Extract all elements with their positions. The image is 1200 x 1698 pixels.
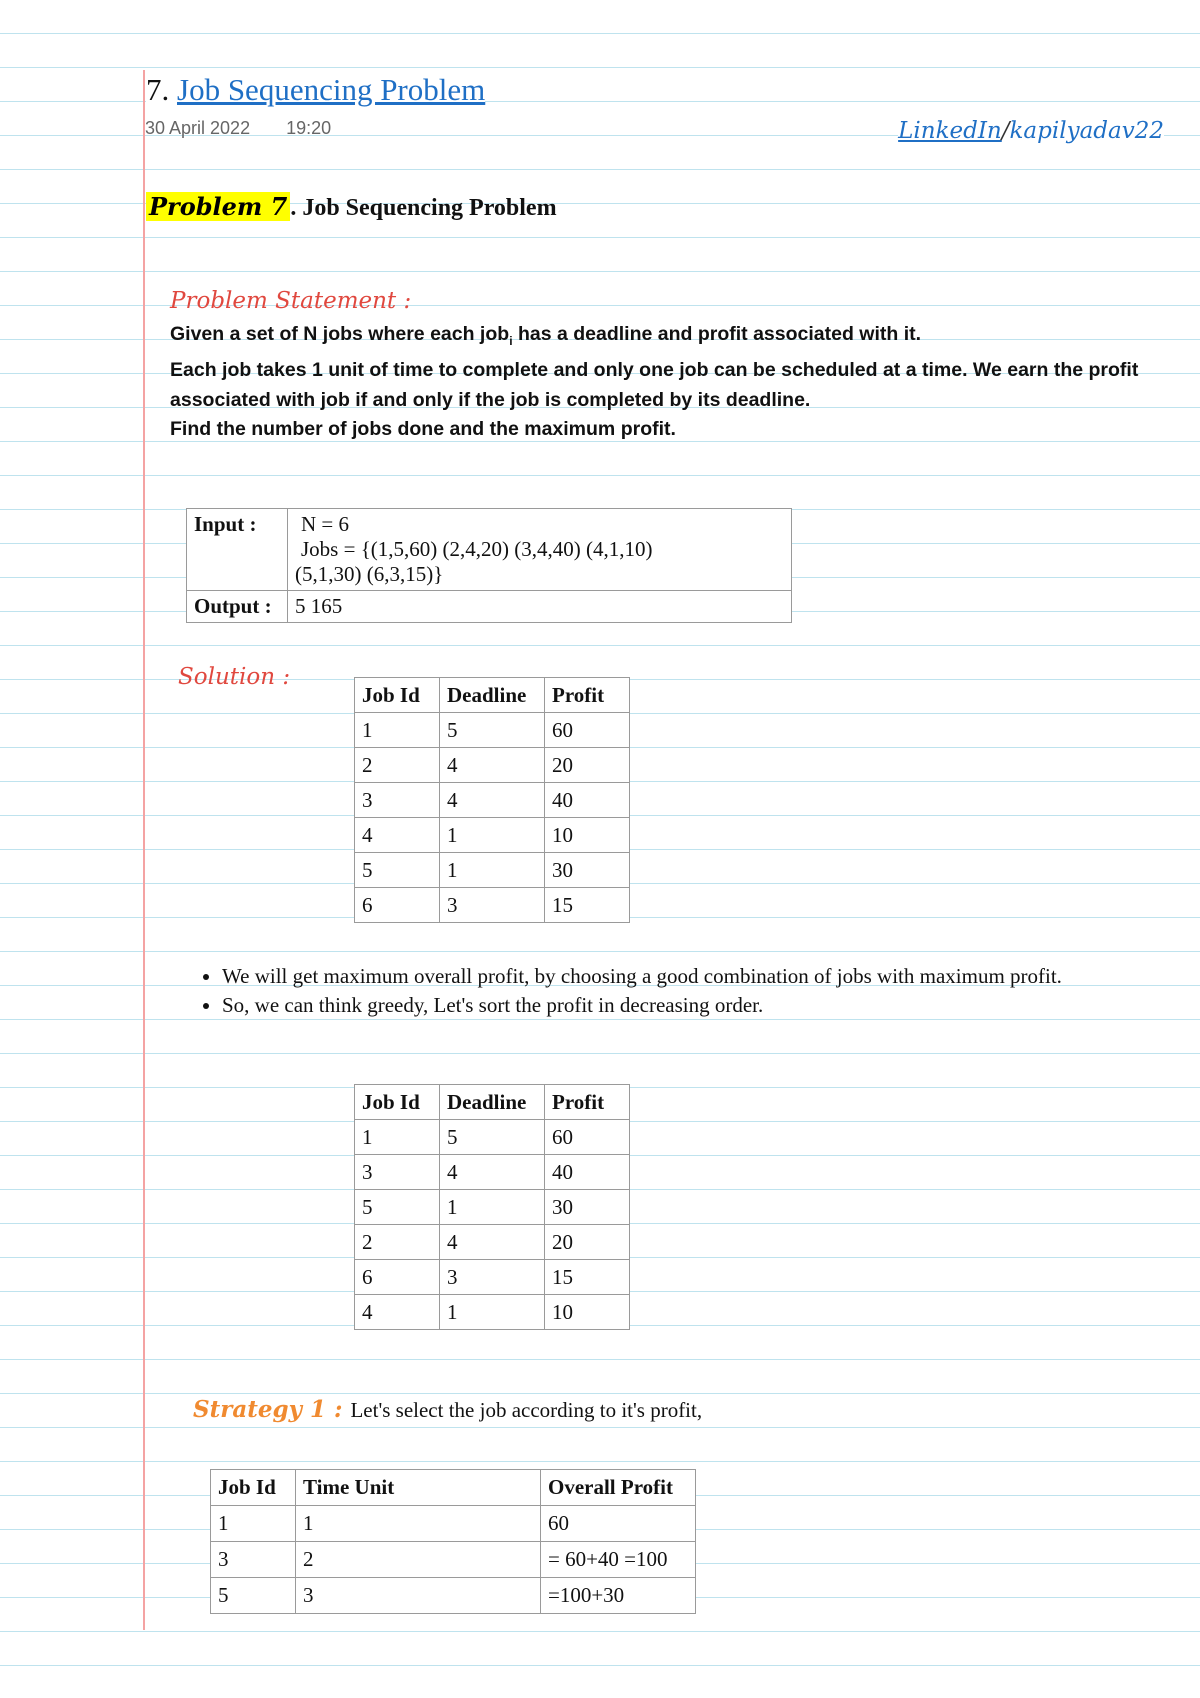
column-header: Profit	[545, 678, 630, 713]
table-cell: 60	[545, 713, 630, 748]
table-cell: 4	[440, 748, 545, 783]
table-cell: 3	[355, 1155, 440, 1190]
table-cell: 1	[355, 1120, 440, 1155]
statement-line-2: Each job takes 1 unit of time to complete and only one job can be scheduled at a time. We earn the profit associated with job if and only if the job is completed by its deadline.	[170, 359, 1139, 411]
table-row	[355, 1295, 630, 1330]
column-header: Deadline	[440, 678, 545, 713]
table-cell: 4	[440, 1155, 545, 1190]
page-number: 7.	[146, 72, 177, 107]
table-cell: 20	[545, 748, 630, 783]
table-row	[355, 888, 630, 923]
statement-line-1: Given a set of N jobs where each job$_i$ has a deadline and profit associated with it.	[170, 323, 922, 348]
table-cell: =100+30	[541, 1578, 696, 1614]
page-time: 19:20	[286, 118, 332, 138]
table-cell: 40	[545, 783, 630, 818]
column-header: Time Unit	[296, 1470, 541, 1506]
table-row	[355, 783, 630, 818]
table-row	[355, 1260, 630, 1295]
statement-subscript: i	[509, 333, 513, 348]
table-cell: 60	[545, 1120, 630, 1155]
problem-statement	[170, 320, 1160, 445]
table-cell: 3	[355, 783, 440, 818]
column-header: Overall Profit	[541, 1470, 696, 1506]
table-cell: 10	[545, 1295, 630, 1330]
notebook-margin-line	[143, 70, 145, 1630]
table-cell: 6	[355, 888, 440, 923]
linkedin-handle: kapilyadav22	[1009, 118, 1164, 144]
strategy-text: Let's select the job according to it's profit,	[350, 1398, 703, 1422]
table-cell: 3	[440, 888, 545, 923]
table-cell: 30	[545, 853, 630, 888]
table-row	[355, 1120, 630, 1155]
table-header-row	[211, 1470, 696, 1506]
table-row	[355, 1225, 630, 1260]
strategy-line	[193, 1396, 702, 1423]
statement-label: Problem Statement :	[170, 288, 412, 314]
table-cell: 5	[355, 853, 440, 888]
table-cell: 1	[440, 853, 545, 888]
table-cell: 3	[211, 1542, 296, 1578]
sorted-jobs-table	[354, 1084, 630, 1330]
input-row	[187, 509, 792, 591]
problem-heading	[146, 192, 557, 222]
table-cell: 30	[545, 1190, 630, 1225]
table-cell: 5	[440, 713, 545, 748]
output-value: 5 165	[288, 591, 792, 623]
table-header-row	[355, 678, 630, 713]
table-cell: 4	[440, 783, 545, 818]
table-cell: 2	[296, 1542, 541, 1578]
table-cell: 40	[545, 1155, 630, 1190]
input-label: Input :	[187, 509, 288, 591]
page-title	[146, 72, 485, 108]
table-cell: 5	[440, 1120, 545, 1155]
table-row	[211, 1542, 696, 1578]
table-cell: 6	[355, 1260, 440, 1295]
table-cell: 5	[355, 1190, 440, 1225]
table-row	[211, 1578, 696, 1614]
table-cell: 2	[355, 1225, 440, 1260]
page-timestamp	[145, 118, 367, 139]
linkedin-link[interactable]: LinkedIn	[898, 118, 1002, 144]
table-row	[355, 748, 630, 783]
input-output-table	[186, 508, 792, 623]
list-item: • So, we can think greedy, Let's sort the profit in decreasing order.	[222, 992, 1082, 1018]
table-cell: 20	[545, 1225, 630, 1260]
table-row	[355, 1190, 630, 1225]
statement-line-3: Find the number of jobs done and the maximum profit.	[170, 418, 676, 441]
table-cell: 4	[355, 1295, 440, 1330]
table-cell: 60	[541, 1506, 696, 1542]
table-row	[355, 818, 630, 853]
table-cell: 1	[440, 1190, 545, 1225]
table-cell: 15	[545, 888, 630, 923]
page-title-link[interactable]: Job Sequencing Problem	[177, 72, 486, 107]
column-header: Profit	[545, 1085, 630, 1120]
table-cell: = 60+40 =100	[541, 1542, 696, 1578]
table-cell: 15	[545, 1260, 630, 1295]
table-cell: 4	[355, 818, 440, 853]
table-cell: 1	[211, 1506, 296, 1542]
table-cell: 10	[545, 818, 630, 853]
column-header: Job Id	[211, 1470, 296, 1506]
table-cell: 5	[211, 1578, 296, 1614]
output-row	[187, 591, 792, 623]
table-cell: 1	[440, 818, 545, 853]
solution-label: Solution :	[178, 664, 291, 690]
linkedin-credit	[898, 118, 1164, 144]
strategy-label: Strategy 1 :	[193, 1396, 343, 1423]
table-cell: 2	[355, 748, 440, 783]
linkedin-separator: /	[1001, 118, 1010, 144]
table-cell: 1	[440, 1295, 545, 1330]
column-header: Deadline	[440, 1085, 545, 1120]
jobs-table	[354, 677, 630, 923]
page-date: 30 April 2022	[145, 118, 251, 138]
table-row	[355, 1155, 630, 1190]
table-cell: 3	[440, 1260, 545, 1295]
column-header: Job Id	[355, 678, 440, 713]
problem-title: . Job Sequencing Problem	[290, 195, 557, 221]
table-cell: 4	[440, 1225, 545, 1260]
table-header-row	[355, 1085, 630, 1120]
problem-label-highlight: Problem 7	[146, 192, 290, 221]
table-row	[211, 1506, 696, 1542]
column-header: Job Id	[355, 1085, 440, 1120]
strategy-table	[210, 1469, 696, 1614]
list-item: • We will get maximum overall profit, by choosing a good combination of jobs with maximum profit.	[222, 963, 1082, 989]
input-value: N = 6 Jobs = {(1,5,60) (2,4,20) (3,4,40) (4,1,10) (5,1,30) (6,3,15)}	[288, 509, 792, 591]
table-row	[355, 713, 630, 748]
table-row	[355, 853, 630, 888]
explanation-list	[196, 963, 1082, 1021]
table-cell: 1	[296, 1506, 541, 1542]
table-cell: 3	[296, 1578, 541, 1614]
output-label: Output :	[187, 591, 288, 623]
table-cell: 1	[355, 713, 440, 748]
